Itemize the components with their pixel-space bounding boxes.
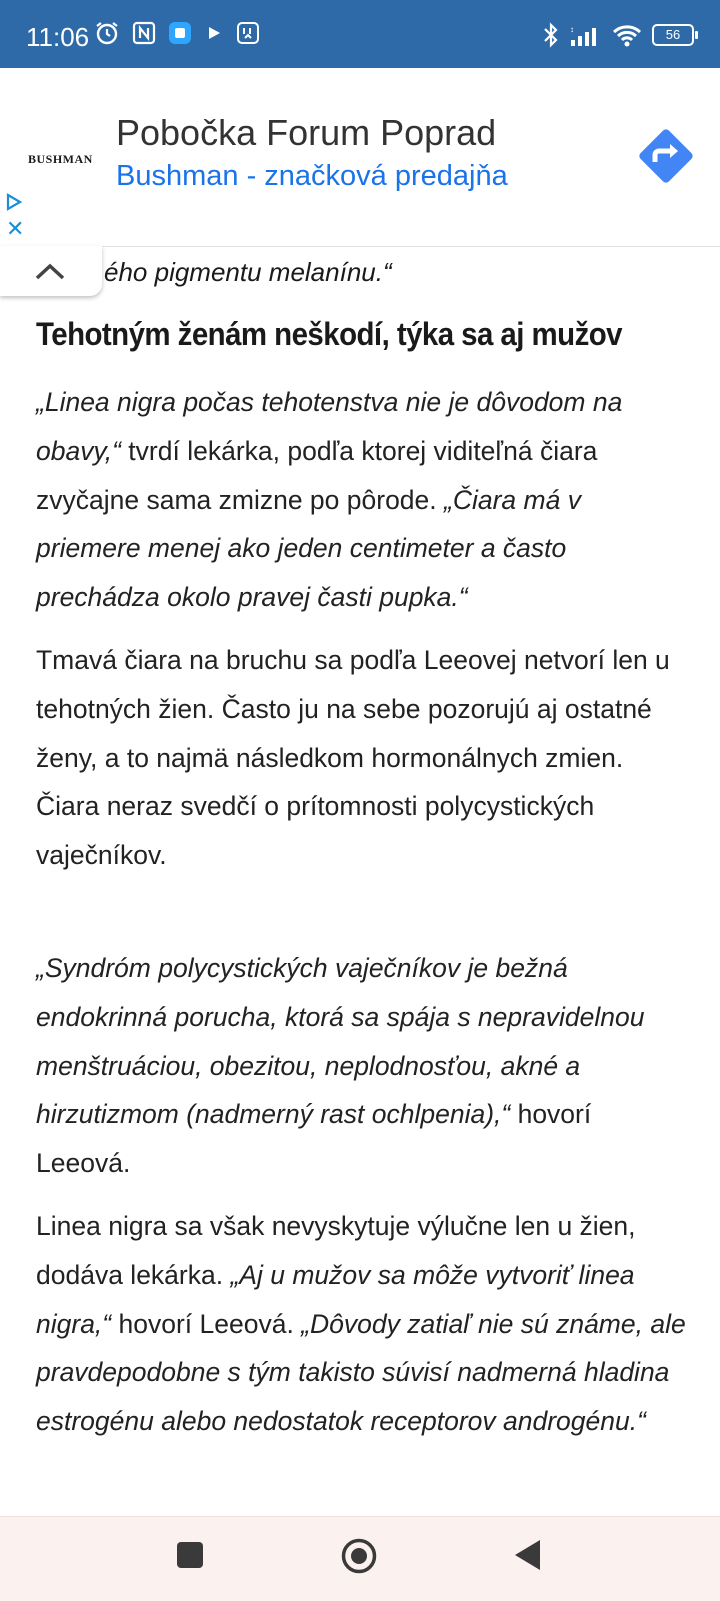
chevron-up-icon [34, 262, 66, 282]
article-paragraph-3 [36, 944, 686, 1188]
battery-icon: 56 [652, 24, 694, 46]
article-subheading: Tehotným ženám neškodí, týka sa aj mužov [36, 316, 622, 352]
home-icon[interactable] [340, 1537, 378, 1575]
status-bar [0, 0, 720, 68]
ad-choices-icon[interactable] [4, 192, 24, 212]
wifi-icon [612, 23, 642, 47]
nfc-icon [132, 21, 156, 45]
quote: „Dôvody zatiaľ nie sú známe, ale pravdepodobne s tým takisto súvisí nadmerná hladina estrogénu alebo nedostatok receptorov androgénu.“ [36, 1308, 686, 1437]
ad-brand-logo: BUSHMAN [28, 152, 93, 166]
system-icons [542, 22, 694, 48]
bluetooth-icon [542, 22, 560, 48]
app-icon [168, 21, 192, 45]
ad-banner[interactable] [0, 68, 720, 247]
collapse-ad-button[interactable] [0, 246, 102, 296]
quote: „Aj u mužov sa môže vytvoriť linea nigra,“ [36, 1259, 635, 1339]
notification-icon [236, 21, 260, 45]
article-paragraph-2: Tmavá čiara na bruchu sa podľa Leeovej netvorí len u tehotných žien. Často ju na sebe pozorujú aj ostatné ženy, a to najmä následkom hormonálnych zmien. Čiara neraz svedčí o prítomnosti polycystických vaječníkov. [36, 645, 670, 871]
svg-text:↕: ↕ [570, 25, 574, 34]
quote: „Linea nigra počas tehotenstva nie je dôvodom na obavy,“ [36, 387, 623, 466]
quote: „Čiara má v priemere menej ako jeden centimeter a často prechádza okolo pravej časti pupka.“ [36, 484, 581, 613]
text: Linea nigra sa však nevyskytuje výlučne len u žien, dodáva lekárka. [36, 1211, 636, 1290]
quote: „Syndróm polycystických vaječníkov je bežná endokrinná porucha, ktorá sa spája s nepravidelnou menštruáciou, obezitou, neplodnosťou, akné a hirzutizmom (nadmerný rast ochlpenia),“ [36, 953, 645, 1130]
ad-directions-icon[interactable] [634, 124, 698, 188]
text: hovorí Leeová. [111, 1308, 302, 1339]
article-text-fragment: ého pigmentu melanínu.“ [104, 257, 392, 287]
back-icon[interactable] [512, 1538, 542, 1572]
recents-icon[interactable] [176, 1541, 204, 1569]
play-icon [204, 23, 224, 43]
text: tvrdí lekárka, podľa ktorej viditeľná čiara zvyčajne sama zmizne po pôrode. [36, 435, 598, 515]
text: hovorí Leeová. [36, 1099, 592, 1179]
signal-icon [570, 24, 602, 46]
status-time: 11:06 [26, 22, 90, 52]
system-nav-bar [0, 1516, 720, 1601]
ad-close-icon[interactable]: ✕ [6, 216, 25, 241]
ad-subtitle[interactable]: Bushman - značková predajňa [116, 160, 508, 192]
article-paragraph-1 [36, 378, 686, 622]
alarm-icon [94, 20, 120, 46]
notification-icons [94, 20, 260, 46]
article-paragraph-4 [36, 1202, 686, 1446]
ad-title[interactable]: Pobočka Forum Poprad [116, 112, 497, 153]
